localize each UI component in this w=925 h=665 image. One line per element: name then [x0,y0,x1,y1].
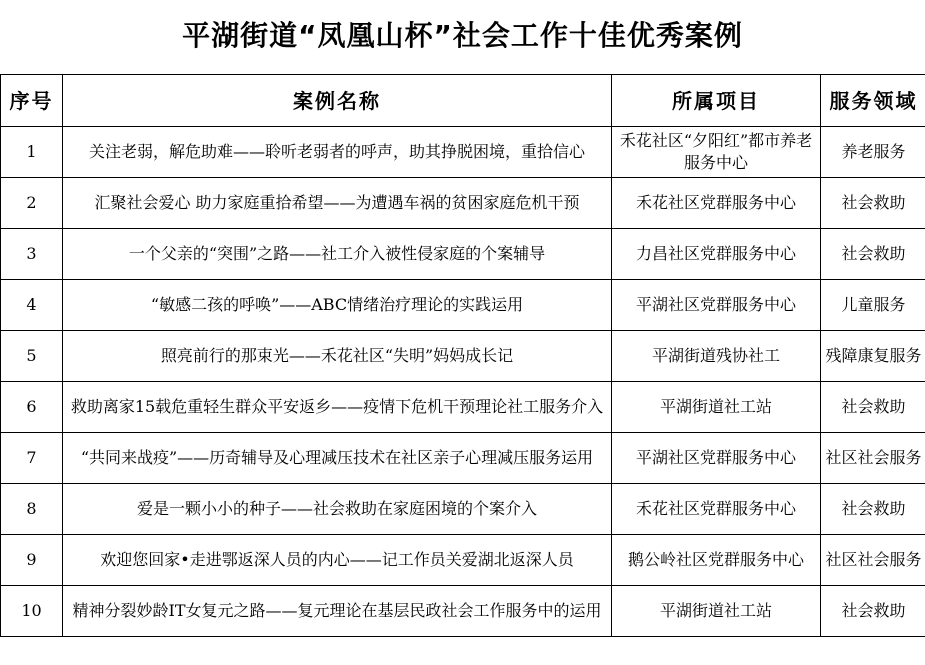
table-row [1,535,925,586]
row-field: 养老服务 [821,127,925,178]
table-row [1,178,925,229]
row-project: 平湖街道社工站 [612,586,821,637]
page-title: 平湖街道“凤凰山杯”社会工作十佳优秀案例 [182,19,743,52]
row-number: 5 [1,331,63,382]
header-number: 序号 [1,75,63,127]
table-row [1,127,925,178]
table-row [1,484,925,535]
row-field: 社会救助 [821,484,925,535]
row-project: 平湖社区党群服务中心 [612,433,821,484]
row-project: 鹅公岭社区党群服务中心 [612,535,821,586]
row-case-name: “共同来战疫”——历奇辅导及心理减压技术在社区亲子心理减压服务运用 [63,433,612,484]
row-number: 3 [1,229,63,280]
row-number: 6 [1,382,63,433]
table-row [1,331,925,382]
row-project: 平湖街道残协社工 [612,331,821,382]
header-project: 所属项目 [612,75,821,127]
row-field: 儿童服务 [821,280,925,331]
header-field: 服务领域 [821,75,925,127]
row-project: 平湖社区党群服务中心 [612,280,821,331]
row-case-name: 爱是一颗小小的种子——社会救助在家庭困境的个案介入 [63,484,612,535]
row-case-name: 照亮前行的那束光——禾花社区“失明”妈妈成长记 [63,331,612,382]
row-project: 平湖街道社工站 [612,382,821,433]
row-number: 9 [1,535,63,586]
row-field: 社会救助 [821,382,925,433]
row-case-name: “敏感二孩的呼唤”——ABC情绪治疗理论的实践运用 [63,280,612,331]
row-case-name: 精神分裂妙龄IT女复元之路——复元理论在基层民政社会工作服务中的运用 [63,586,612,637]
row-project: 禾花社区党群服务中心 [612,484,821,535]
row-case-name: 关注老弱，解危助难——聆听老弱者的呼声，助其挣脱困境，重拾信心 [63,127,612,178]
row-case-name: 救助离家15载危重轻生群众平安返乡——疫情下危机干预理论社工服务介入 [63,382,612,433]
row-project: 禾花社区“夕阳红”都市养老服务中心 [612,127,821,178]
row-number: 10 [1,586,63,637]
row-field: 社会救助 [821,586,925,637]
table-row [1,382,925,433]
table-row [1,229,925,280]
header-case-name: 案例名称 [63,75,612,127]
row-field: 社会救助 [821,229,925,280]
row-project: 禾花社区党群服务中心 [612,178,821,229]
row-number: 7 [1,433,63,484]
row-field: 社区社会服务 [821,433,925,484]
row-case-name: 一个父亲的“突围”之路——社工介入被性侵家庭的个案辅导 [63,229,612,280]
cases-table [0,74,925,637]
row-case-name: 汇聚社会爱心 助力家庭重拾希望——为遭遇车祸的贫困家庭危机干预 [63,178,612,229]
row-field: 社会救助 [821,178,925,229]
row-number: 1 [1,127,63,178]
row-field: 社区社会服务 [821,535,925,586]
row-number: 4 [1,280,63,331]
table-row [1,586,925,637]
header-row [1,75,925,127]
row-project: 力昌社区党群服务中心 [612,229,821,280]
row-field: 残障康复服务 [821,331,925,382]
row-number: 2 [1,178,63,229]
table-row [1,433,925,484]
row-number: 8 [1,484,63,535]
row-case-name: 欢迎您回家•走进鄂返深人员的内心——记工作员关爱湖北返深人员 [63,535,612,586]
table-row [1,280,925,331]
